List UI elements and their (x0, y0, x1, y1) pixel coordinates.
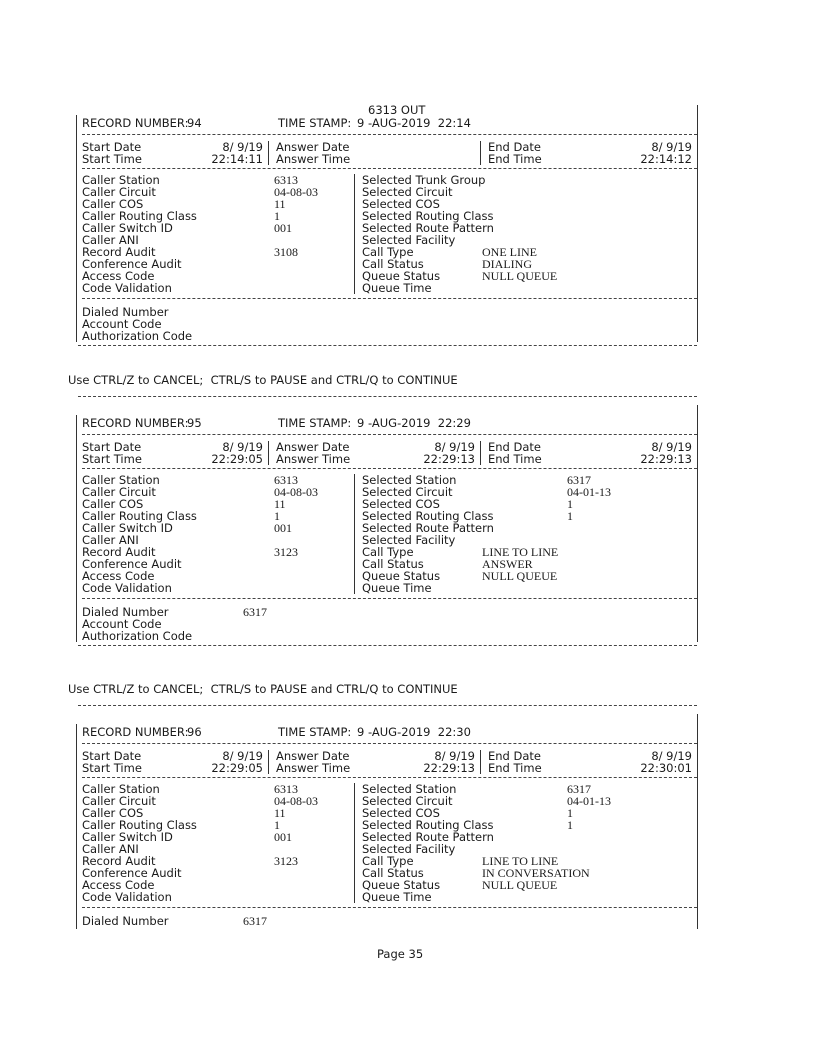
call-type: LINE TO LINE (482, 545, 559, 559)
vertical-rule (697, 714, 698, 929)
end-time: 22:14:12 (640, 152, 692, 166)
call-status-label: Call Status (362, 557, 424, 571)
header-line: 6313 OUT (368, 103, 426, 117)
account-code-label: Account Code (82, 317, 162, 331)
caller-ani-label: Caller ANI (82, 533, 139, 547)
vertical-rule (76, 115, 77, 342)
caller-switch-id-label: Caller Switch ID (82, 221, 173, 235)
queue-status: NULL QUEUE (482, 269, 558, 283)
cancel-notice: Use CTRL/Z to CANCEL; CTRL/S to PAUSE and CTRL/Q to CONTINUE (68, 373, 458, 387)
conference-audit-label: Conference Audit (82, 557, 182, 571)
access-code-label: Access Code (82, 569, 155, 583)
caller-switch-id: 001 (274, 521, 292, 535)
caller-circuit-label: Caller Circuit (82, 794, 156, 808)
selected-first-label: Selected Station (362, 473, 457, 487)
queue-time-label: Queue Time (362, 890, 432, 904)
end-time-label: End Time (488, 452, 542, 466)
caller-cos-label: Caller COS (82, 497, 144, 511)
caller-station-label: Caller Station (82, 173, 160, 187)
selected-routing-class-label: Selected Routing Class (362, 818, 494, 832)
vertical-rule (480, 141, 481, 165)
start-date: 8/ 9/19 (222, 749, 263, 763)
selected-first-value: 6317 (567, 782, 591, 796)
dashed-divider (82, 468, 697, 469)
answer-time-label: Answer Time (276, 761, 351, 775)
end-date-label: End Date (488, 140, 541, 154)
record-audit-label: Record Audit (82, 854, 156, 868)
authorization-code-label: Authorization Code (82, 629, 193, 643)
selected-cos-label: Selected COS (362, 806, 440, 820)
caller-cos: 11 (274, 497, 286, 511)
dashed-divider (78, 645, 697, 646)
dialed-number-label: Dialed Number (82, 605, 169, 619)
call-type-label: Call Type (362, 854, 414, 868)
end-time-label: End Time (488, 761, 542, 775)
call-type-label: Call Type (362, 545, 414, 559)
caller-station: 6313 (274, 782, 298, 796)
caller-switch-id-label: Caller Switch ID (82, 521, 173, 535)
record-audit: 3123 (274, 545, 298, 559)
record-number-label: RECORD NUMBER: (82, 416, 189, 430)
time-stamp: 9 -AUG-2019 22:30 (357, 725, 471, 739)
queue-time-label: Queue Time (362, 281, 432, 295)
selected-first-label: Selected Station (362, 782, 457, 796)
dialed-number-label: Dialed Number (82, 305, 169, 319)
call-status-label: Call Status (362, 866, 424, 880)
caller-routing-class: 1 (274, 509, 280, 523)
answer-time-label: Answer Time (276, 452, 351, 466)
record-audit: 3123 (274, 854, 298, 868)
queue-status-label: Queue Status (362, 569, 441, 583)
dashed-divider (78, 345, 697, 346)
selected-cos-label: Selected COS (362, 497, 440, 511)
start-date-label: Start Date (82, 440, 142, 454)
caller-routing-class-label: Caller Routing Class (82, 209, 197, 223)
vertical-rule (354, 783, 355, 903)
caller-circuit: 04-08-03 (274, 185, 318, 199)
caller-routing-class: 1 (274, 818, 280, 832)
selected-routing-class: 1 (567, 509, 573, 523)
caller-station: 6313 (274, 173, 298, 187)
vertical-rule (697, 405, 698, 642)
end-time: 22:30:01 (640, 761, 692, 775)
selected-route-pattern-label: Selected Route Pattern (362, 521, 494, 535)
call-status: IN CONVERSATION (482, 866, 590, 880)
caller-routing-class-label: Caller Routing Class (82, 818, 197, 832)
queue-status: NULL QUEUE (482, 569, 558, 583)
selected-route-pattern-label: Selected Route Pattern (362, 830, 494, 844)
start-date-label: Start Date (82, 140, 142, 154)
vertical-rule (354, 174, 355, 294)
caller-routing-class-label: Caller Routing Class (82, 509, 197, 523)
record-audit: 3108 (274, 245, 298, 259)
selected-routing-class-label: Selected Routing Class (362, 209, 494, 223)
answer-date: 8/ 9/19 (434, 749, 475, 763)
cancel-notice: Use CTRL/Z to CANCEL; CTRL/S to PAUSE and CTRL/Q to CONTINUE (68, 682, 458, 696)
time-stamp-label: TIME STAMP: (278, 725, 352, 739)
conference-audit-label: Conference Audit (82, 257, 182, 271)
selected-cos-label: Selected COS (362, 197, 440, 211)
time-stamp: 9 -AUG-2019 22:29 (357, 416, 471, 430)
access-code-label: Access Code (82, 878, 155, 892)
selected-circuit-label: Selected Circuit (362, 794, 453, 808)
start-date: 8/ 9/19 (222, 440, 263, 454)
dialed-number: 6317 (243, 914, 267, 928)
dashed-divider (82, 434, 697, 435)
page-number: Page 35 (377, 947, 424, 961)
caller-cos: 11 (274, 197, 286, 211)
vertical-rule (697, 105, 698, 342)
time-stamp: 9 -AUG-2019 22:14 (357, 116, 471, 130)
selected-first-value: 6317 (567, 473, 591, 487)
authorization-code-label: Authorization Code (82, 329, 193, 343)
start-time: 22:14:11 (211, 152, 263, 166)
record-number-label: RECORD NUMBER: (82, 116, 189, 130)
call-type: LINE TO LINE (482, 854, 559, 868)
call-type: ONE LINE (482, 245, 537, 259)
dashed-divider (82, 743, 697, 744)
code-validation-label: Code Validation (82, 281, 172, 295)
selected-first-label: Selected Trunk Group (362, 173, 486, 187)
end-time: 22:29:13 (640, 452, 692, 466)
end-date: 8/ 9/19 (651, 749, 692, 763)
queue-status: NULL QUEUE (482, 878, 558, 892)
vertical-rule (268, 441, 269, 465)
end-date: 8/ 9/19 (651, 140, 692, 154)
vertical-rule (354, 474, 355, 594)
end-date-label: End Date (488, 440, 541, 454)
selected-cos: 1 (567, 806, 573, 820)
caller-switch-id: 001 (274, 830, 292, 844)
selected-circuit-label: Selected Circuit (362, 485, 453, 499)
call-type-label: Call Type (362, 245, 414, 259)
selected-route-pattern-label: Selected Route Pattern (362, 221, 494, 235)
queue-status-label: Queue Status (362, 878, 441, 892)
selected-circuit-label: Selected Circuit (362, 185, 453, 199)
answer-date: 8/ 9/19 (434, 440, 475, 454)
account-code-label: Account Code (82, 617, 162, 631)
answer-date-label: Answer Date (276, 140, 350, 154)
answer-date-label: Answer Date (276, 749, 350, 763)
caller-cos: 11 (274, 806, 286, 820)
call-status: ANSWER (482, 557, 533, 571)
time-stamp-label: TIME STAMP: (278, 416, 352, 430)
selected-facility-label: Selected Facility (362, 233, 456, 247)
access-code-label: Access Code (82, 269, 155, 283)
code-validation-label: Code Validation (82, 890, 172, 904)
start-time-label: Start Time (82, 152, 142, 166)
vertical-rule (76, 724, 77, 929)
dashed-divider (78, 396, 697, 397)
selected-routing-class-label: Selected Routing Class (362, 509, 494, 523)
call-status: DIALING (482, 257, 532, 271)
caller-circuit: 04-08-03 (274, 485, 318, 499)
answer-date-label: Answer Date (276, 440, 350, 454)
caller-ani-label: Caller ANI (82, 842, 139, 856)
queue-status-label: Queue Status (362, 269, 441, 283)
caller-station-label: Caller Station (82, 782, 160, 796)
conference-audit-label: Conference Audit (82, 866, 182, 880)
caller-circuit-label: Caller Circuit (82, 485, 156, 499)
vertical-rule (480, 750, 481, 774)
caller-ani-label: Caller ANI (82, 233, 139, 247)
selected-circuit: 04-01-13 (567, 485, 611, 499)
call-status-label: Call Status (362, 257, 424, 271)
dashed-divider (82, 134, 697, 135)
start-time: 22:29:05 (211, 761, 263, 775)
dashed-divider (82, 907, 697, 908)
caller-station: 6313 (274, 473, 298, 487)
queue-time-label: Queue Time (362, 581, 432, 595)
caller-switch-id: 001 (274, 221, 292, 235)
vertical-rule (76, 415, 77, 642)
code-validation-label: Code Validation (82, 581, 172, 595)
record-number: 95 (187, 416, 202, 430)
dashed-divider (82, 168, 697, 169)
vertical-rule (268, 141, 269, 165)
selected-cos: 1 (567, 497, 573, 511)
dialed-number-label: Dialed Number (82, 914, 169, 928)
start-time-label: Start Time (82, 761, 142, 775)
selected-facility-label: Selected Facility (362, 533, 456, 547)
vertical-rule (480, 441, 481, 465)
caller-cos-label: Caller COS (82, 806, 144, 820)
start-date-label: Start Date (82, 749, 142, 763)
start-date: 8/ 9/19 (222, 140, 263, 154)
dashed-divider (82, 598, 697, 599)
selected-circuit: 04-01-13 (567, 794, 611, 808)
start-time-label: Start Time (82, 452, 142, 466)
record-number: 96 (187, 725, 202, 739)
selected-routing-class: 1 (567, 818, 573, 832)
caller-station-label: Caller Station (82, 473, 160, 487)
end-date: 8/ 9/19 (651, 440, 692, 454)
caller-routing-class: 1 (274, 209, 280, 223)
caller-circuit-label: Caller Circuit (82, 185, 156, 199)
record-audit-label: Record Audit (82, 545, 156, 559)
dashed-divider (82, 298, 697, 299)
record-audit-label: Record Audit (82, 245, 156, 259)
answer-time: 22:29:13 (423, 452, 475, 466)
dashed-divider (82, 777, 697, 778)
record-number: 94 (187, 116, 202, 130)
dashed-divider (78, 705, 697, 706)
selected-facility-label: Selected Facility (362, 842, 456, 856)
end-time-label: End Time (488, 152, 542, 166)
answer-time-label: Answer Time (276, 152, 351, 166)
record-number-label: RECORD NUMBER: (82, 725, 189, 739)
caller-circuit: 04-08-03 (274, 794, 318, 808)
dialed-number: 6317 (243, 605, 267, 619)
vertical-rule (268, 750, 269, 774)
end-date-label: End Date (488, 749, 541, 763)
time-stamp-label: TIME STAMP: (278, 116, 352, 130)
caller-cos-label: Caller COS (82, 197, 144, 211)
caller-switch-id-label: Caller Switch ID (82, 830, 173, 844)
start-time: 22:29:05 (211, 452, 263, 466)
answer-time: 22:29:13 (423, 761, 475, 775)
